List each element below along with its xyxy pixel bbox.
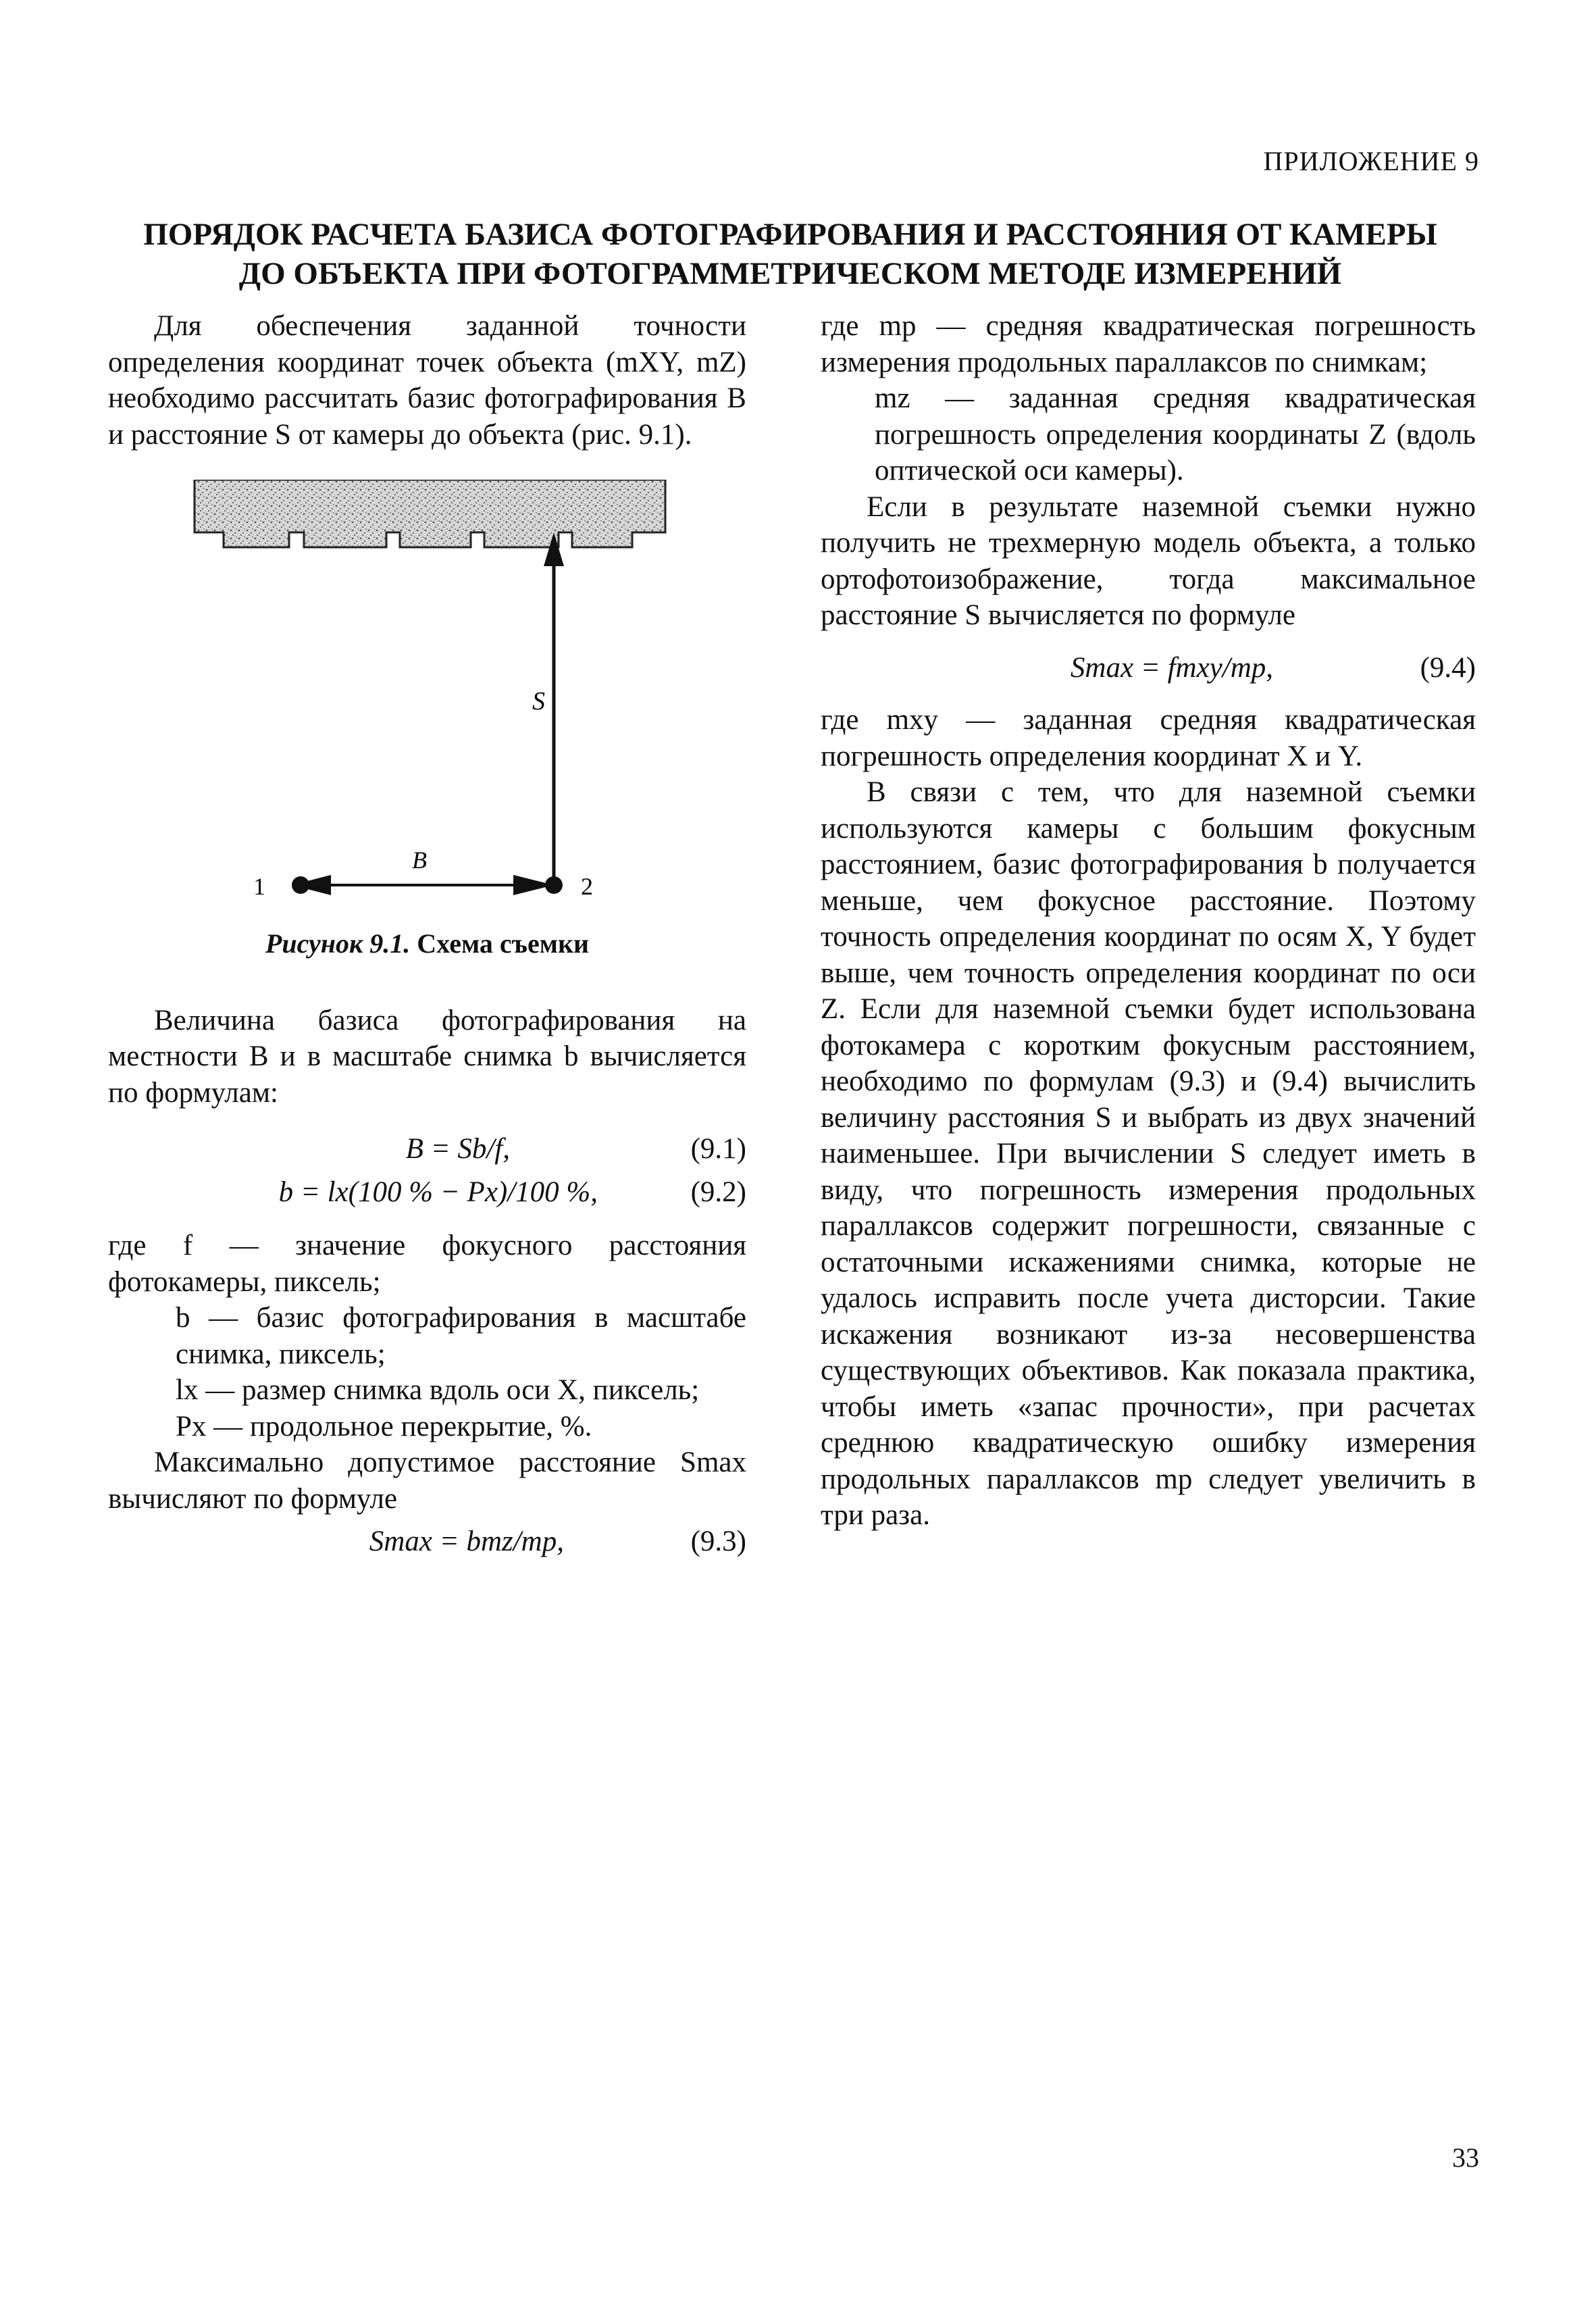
definition-lx: lx — размер снимка вдоль оси X, пиксель; — [176, 1374, 700, 1406]
ortho-paragraph: Если в результате наземной съемки нужно получить не трехмерную модель объекта, а только ортофотоизображение, тогда максимальное расстояние S вычисляется по формуле — [821, 491, 1476, 631]
page-number: 33 — [1452, 2142, 1479, 2173]
definition-px: Px — продольное перекрытие, %. — [176, 1410, 592, 1442]
formula-9-3 — [108, 1524, 746, 1560]
caption-text: Схема съемки — [417, 928, 590, 959]
definition-mxy: где mxy — заданная средняя квадратическая погрешность определения координат X и Y. — [821, 704, 1476, 772]
caption-label: Рисунок 9.1. — [265, 928, 411, 959]
label-2: 2 — [581, 873, 593, 900]
formula-9-2-expr: b = lx(100 % − Px)/100 %, — [278, 1176, 598, 1208]
formula-9-1-expr: B = Sb/f, — [405, 1133, 510, 1165]
survey-scheme-diagram — [108, 480, 746, 919]
title-line-2: ДО ОБЪЕКТА ПРИ ФОТОГРАММЕТРИЧЕСКОМ МЕТОДЕ ИЗМЕРЕНИЙ — [238, 256, 1342, 291]
camera-point-2 — [545, 876, 563, 894]
object-surface — [195, 480, 665, 547]
formula-9-4-number: (9.4) — [1420, 651, 1476, 684]
page-title — [101, 215, 1479, 293]
camera-point-1 — [292, 876, 309, 894]
appendix-label: ПРИЛОЖЕНИЕ 9 — [1263, 146, 1479, 176]
label-b: B — [412, 847, 427, 874]
basis-paragraph: Величина базиса фотографирования на местности B и в масштабе снимка b вычисляется по формулам: — [108, 1004, 746, 1109]
formula-9-1-number: (9.1) — [690, 1133, 746, 1165]
formula-9-2-number: (9.2) — [690, 1176, 746, 1208]
formula-9-4 — [821, 650, 1476, 686]
figure-9-1 — [108, 480, 746, 919]
figure-caption — [108, 926, 746, 962]
definition-mz: mz — заданная средняя квадратическая погрешность определения координаты Z (вдоль оптической оси камеры). — [875, 382, 1476, 486]
formula-9-4-expr: Smax = fmxy/mp, — [1070, 651, 1273, 684]
label-s: S — [532, 687, 545, 715]
right-column — [821, 308, 1476, 1534]
accuracy-paragraph: В связи с тем, что для наземной съемки используются камеры с большим фокусным расстоянием, базис фотографирования b получается меньше, чем фокусное расстояние. Поэтому точность определения координат по осям X, Y будет выше, чем точность определения координат по оси Z. Если для наземной съемки будет использована фотокамера с коротким фокусным расстоянием, необходимо по формулам (9.3) и (9.4) вычислить величину расстояния S и выбрать из двух значений наименьшее. При вычислении S следует иметь в виду, что погрешность измерения продольных параллаксов содержит погрешности, связанные с остаточными искажениями снимка, которые не удалось исправить после учета дисторсии. Такие искажения возникают из-за несовершенства существующих объективов. Как показала практика, чтобы иметь «запас прочности», при расчетах среднюю квадратическую ошибку измерения продольных параллаксов mp следует увеличить в три раза. — [821, 776, 1476, 1531]
formula-9-3-number: (9.3) — [690, 1526, 746, 1557]
definition-mp: где mp — средняя квадратическая погрешность измерения продольных параллаксов по снимкам; — [821, 310, 1476, 378]
title-line-1: ПОРЯДОК РАСЧЕТА БАЗИСА ФОТОГРАФИРОВАНИЯ И РАССТОЯНИЯ ОТ КАМЕРЫ — [143, 217, 1437, 252]
intro-paragraph: Для обеспечения заданной точности определения координат точек объекта (mXY, mZ) необходимо рассчитать базис фотографирования B и расстояние S от камеры до объекта (рис. 9.1). — [108, 310, 746, 451]
smax-paragraph: Максимально допустимое расстояние Smax вычисляют по формуле — [108, 1447, 746, 1515]
definition-f: где f — значение фокусного расстояния фотокамеры, пиксель; — [108, 1230, 746, 1298]
left-column — [108, 308, 746, 1560]
formula-9-1 — [108, 1131, 746, 1167]
formula-9-3-expr: Smax = bmz/mp, — [369, 1526, 564, 1557]
formula-9-2 — [108, 1174, 746, 1211]
label-1: 1 — [253, 873, 265, 900]
definition-b: b — базис фотографирования в масштабе снимка, пиксель; — [176, 1302, 746, 1370]
